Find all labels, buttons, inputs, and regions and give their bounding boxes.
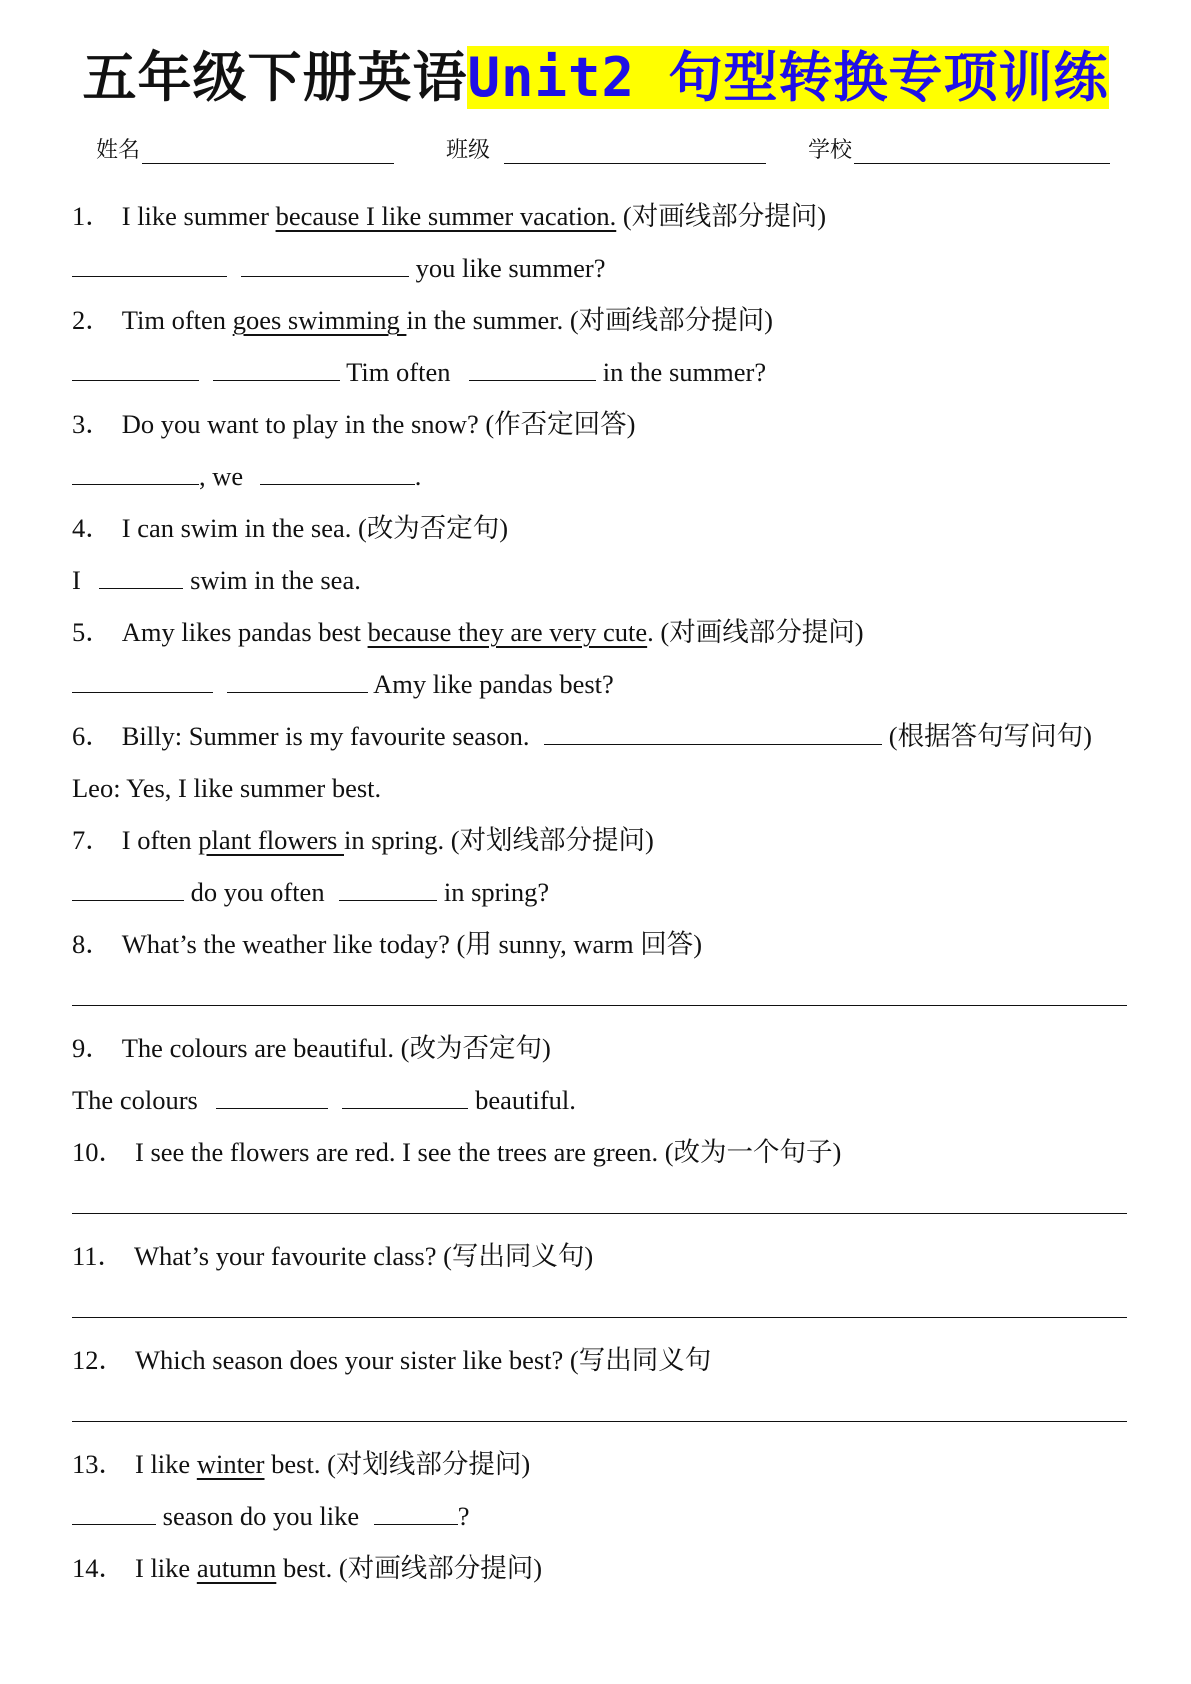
question-instruction: best. (对划线部分提问) <box>264 1449 531 1479</box>
question-number: 3． <box>72 409 112 439</box>
question-12 <box>72 1340 711 1380</box>
question-number: 14． <box>72 1553 125 1583</box>
answer-text: I <box>72 565 88 595</box>
answer-blank[interactable] <box>227 666 368 693</box>
answer-blank[interactable] <box>72 666 213 693</box>
name-blank[interactable] <box>142 137 394 164</box>
title-part1: 五年级下册英语 <box>82 46 468 109</box>
answer-blank[interactable] <box>99 562 183 589</box>
question-10 <box>72 1132 841 1172</box>
answer-blank[interactable] <box>72 874 184 901</box>
answer-text: ? <box>457 1501 470 1531</box>
underlined-text: because I like summer vacation. <box>275 201 617 231</box>
page-title <box>0 38 1191 118</box>
question-instruction: in the summer. (对画线部分提问) <box>406 305 773 335</box>
underlined-text: plant flowers <box>198 825 344 855</box>
class-blank[interactable] <box>504 137 766 164</box>
question-instruction: . (对画线部分提问) <box>647 617 864 647</box>
answer-blank[interactable] <box>72 250 227 277</box>
question-13 <box>72 1444 530 1484</box>
answer-blank[interactable] <box>72 458 199 485</box>
question-number: 10． <box>72 1137 125 1167</box>
question-9 <box>72 1028 551 1068</box>
school-label: 学校 <box>808 138 853 163</box>
answer-blank[interactable] <box>544 718 882 745</box>
underlined-text: goes swimming <box>232 305 407 335</box>
underlined-text: because they are very cute <box>367 617 648 647</box>
school-field[interactable] <box>808 128 1110 164</box>
answer-blank[interactable] <box>72 1498 156 1525</box>
answer-line[interactable] <box>72 1421 1127 1422</box>
answer-blank[interactable] <box>260 458 415 485</box>
answer-text: . <box>414 461 422 491</box>
question-text: What’s your favourite class? (写出同义句) <box>134 1241 594 1271</box>
question-instruction: best. (对画线部分提问) <box>276 1553 543 1583</box>
question-number: 9． <box>72 1033 112 1063</box>
question-text: I like <box>135 1553 197 1583</box>
answer-text: beautiful. <box>468 1085 576 1115</box>
answer-line[interactable] <box>72 1005 1127 1006</box>
answer-blank[interactable] <box>469 354 596 381</box>
answer-blank[interactable] <box>342 1082 468 1109</box>
class-field[interactable] <box>446 128 766 164</box>
question-number: 13． <box>72 1449 125 1479</box>
answer-line[interactable] <box>72 1317 1127 1318</box>
question-text: Do you want to play in the snow? (作否定回答) <box>121 409 636 439</box>
question-11 <box>72 1236 593 1276</box>
question-4 <box>72 508 508 548</box>
question-text: I like <box>135 1449 197 1479</box>
class-label: 班级 <box>446 138 491 163</box>
answer-text: in the summer? <box>596 357 767 387</box>
underlined-text: winter <box>196 1449 265 1479</box>
question-3 <box>72 404 636 444</box>
question-6-reply <box>72 768 381 808</box>
name-label: 姓名 <box>96 138 141 163</box>
answer-7 <box>72 872 549 912</box>
question-1 <box>72 196 826 236</box>
underlined-text: autumn <box>196 1553 277 1583</box>
title-highlight: Unit2 句型转换专项训练 <box>467 46 1109 109</box>
question-8 <box>72 924 702 964</box>
answer-text: Amy like pandas best? <box>368 669 614 699</box>
answer-blank[interactable] <box>374 1498 458 1525</box>
question-text: The colours are beautiful. (改为否定句) <box>121 1033 551 1063</box>
answer-2 <box>72 352 766 392</box>
answer-5 <box>72 664 614 704</box>
question-number: 11． <box>72 1241 125 1271</box>
question-text: Leo: Yes, I like summer best. <box>72 773 382 803</box>
question-text: Billy: Summer is my favourite season. <box>121 721 537 751</box>
question-number: 8． <box>72 929 112 959</box>
answer-text: you like summer? <box>409 253 606 283</box>
answer-text: Tim often <box>340 357 458 387</box>
answer-line[interactable] <box>72 1213 1127 1214</box>
question-text: Tim often <box>121 305 233 335</box>
answer-text: swim in the sea. <box>183 565 361 595</box>
question-2 <box>72 300 773 340</box>
answer-blank[interactable] <box>213 354 340 381</box>
answer-text: The colours <box>72 1085 205 1115</box>
question-5 <box>72 612 864 652</box>
question-instruction: (对画线部分提问) <box>616 201 827 231</box>
answer-text: season do you like <box>156 1501 366 1531</box>
answer-blank[interactable] <box>339 874 437 901</box>
question-14 <box>72 1548 542 1588</box>
question-text: I can swim in the sea. (改为否定句) <box>121 513 509 543</box>
question-text: I like summer <box>121 201 276 231</box>
question-instruction: (根据答句写问句) <box>882 721 1092 751</box>
answer-blank[interactable] <box>241 250 409 277</box>
answer-blank[interactable] <box>216 1082 328 1109</box>
question-number: 1． <box>72 201 112 231</box>
question-text: What’s the weather like today? (用 sunny, warm 回答) <box>121 929 703 959</box>
question-instruction: in spring. (对划线部分提问) <box>344 825 654 855</box>
question-number: 12． <box>72 1345 125 1375</box>
answer-4 <box>72 560 361 600</box>
question-text: Which season does your sister like best? (写出同义句 <box>135 1345 712 1375</box>
answer-1 <box>72 248 606 288</box>
answer-text: , we <box>199 461 250 491</box>
question-6 <box>72 716 1092 756</box>
school-blank[interactable] <box>854 137 1110 164</box>
question-number: 6． <box>72 721 112 751</box>
answer-3 <box>72 456 421 496</box>
answer-blank[interactable] <box>72 354 199 381</box>
question-number: 2． <box>72 305 112 335</box>
answer-text: in spring? <box>437 877 550 907</box>
question-number: 7． <box>72 825 112 855</box>
question-number: 4． <box>72 513 112 543</box>
question-text: I see the flowers are red. I see the trees are green. (改为一个句子) <box>135 1137 842 1167</box>
answer-text: do you often <box>184 877 332 907</box>
question-text: I often <box>121 825 199 855</box>
question-number: 5． <box>72 617 112 647</box>
answer-9 <box>72 1080 576 1120</box>
question-text: Amy likes pandas best <box>121 617 368 647</box>
name-field[interactable] <box>96 128 394 164</box>
answer-13 <box>72 1496 470 1536</box>
question-7 <box>72 820 654 860</box>
